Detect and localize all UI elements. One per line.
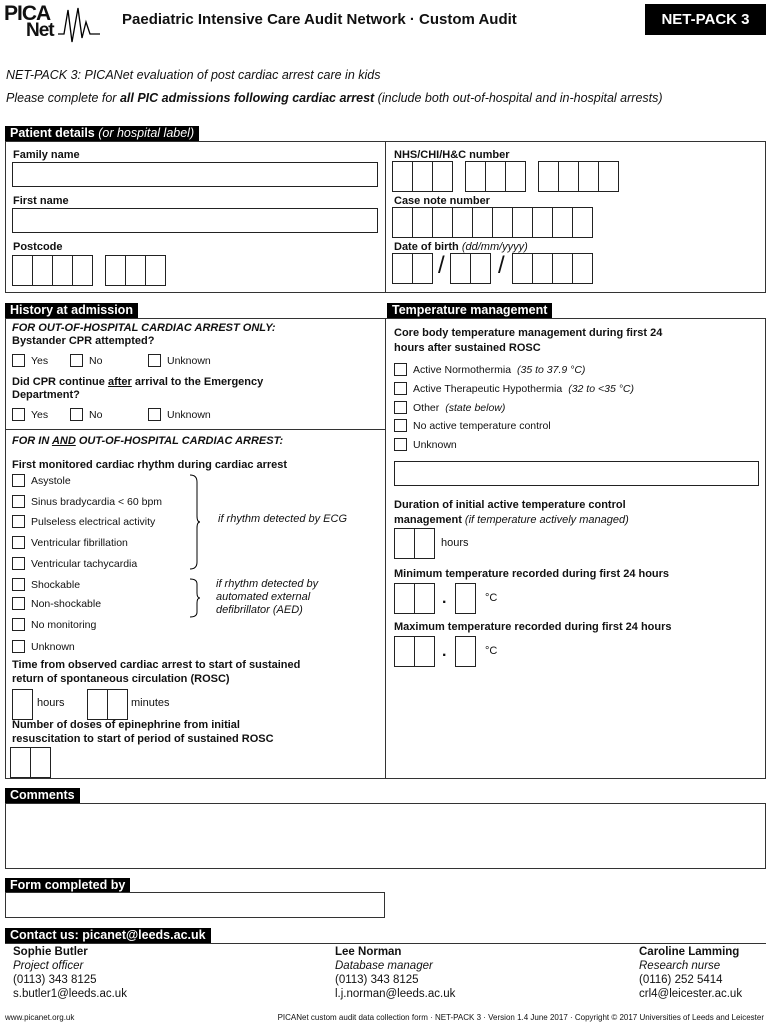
checkbox[interactable] xyxy=(12,640,25,653)
case-note-label: Case note number xyxy=(394,195,490,207)
core-temp-question: Core body temperature management during first 24 hours after sustained ROSC xyxy=(394,327,663,354)
contact-heading: Contact us: picanet@leeds.ac.uk xyxy=(5,928,211,943)
checkbox[interactable] xyxy=(12,474,25,487)
patient-details-heading: Patient details (or hospital label) xyxy=(5,126,199,141)
checkbox[interactable] xyxy=(12,557,25,570)
nhs-boxes-3[interactable] xyxy=(538,161,619,192)
rosc-minutes-unit: minutes xyxy=(131,697,170,709)
contact-phone: (0113) 343 8125 xyxy=(13,974,97,986)
contact-sophie-butler xyxy=(13,945,127,1001)
temp-option-unknown[interactable]: Unknown xyxy=(394,438,457,451)
temp-option-hypothermia[interactable]: Active Therapeutic Hypothermia (32 to <35 °C) xyxy=(394,382,634,395)
checkbox[interactable] xyxy=(12,354,25,367)
contact-lee-norman xyxy=(335,945,455,1001)
postcode-label: Postcode xyxy=(13,241,63,253)
aed-note: if rhythm detected by automated external defibrillator (AED) xyxy=(216,578,319,616)
out-of-hospital-heading: FOR OUT-OF-HOSPITAL CARDIAC ARREST ONLY: xyxy=(12,322,276,334)
postcode-boxes-2[interactable] xyxy=(105,255,166,286)
checkbox[interactable] xyxy=(148,408,161,421)
comments-heading: Comments xyxy=(5,788,80,803)
logo-text-pica: PICA xyxy=(4,2,51,25)
aed-brace xyxy=(189,578,201,618)
logo-text-net: Net xyxy=(26,20,54,41)
min-temp-int-boxes[interactable] xyxy=(394,583,435,614)
page-title: Paediatric Intensive Care Audit Network · Custom Audit xyxy=(122,11,517,28)
contact-divider xyxy=(5,943,766,944)
form-badge: NET-PACK 3 xyxy=(645,4,766,35)
intro-line-2: Please complete for all PIC admissions following cardiac arrest (include both out-of-hospital and in-hospital arrests) xyxy=(6,91,663,105)
duration-hours-boxes[interactable] xyxy=(394,528,435,559)
bystander-yes-option[interactable]: Yes xyxy=(12,354,48,367)
checkbox[interactable] xyxy=(394,419,407,432)
checkbox[interactable] xyxy=(148,354,161,367)
checkbox[interactable] xyxy=(394,363,407,376)
form-completed-heading: Form completed by xyxy=(5,878,130,893)
dob-day-boxes[interactable] xyxy=(392,253,433,284)
max-temp-int-boxes[interactable] xyxy=(394,636,435,667)
rosc-minutes-boxes[interactable] xyxy=(87,689,128,720)
max-temp-decimal: . xyxy=(442,643,447,660)
min-temp-unit: °C xyxy=(485,592,498,604)
dob-month-boxes[interactable] xyxy=(450,253,491,284)
checkbox[interactable] xyxy=(12,618,25,631)
nhs-boxes-1[interactable] xyxy=(392,161,453,192)
case-note-boxes[interactable] xyxy=(392,207,593,238)
rosc-hours-boxes[interactable] xyxy=(12,689,33,720)
family-name-label: Family name xyxy=(13,149,80,161)
max-temp-unit: °C xyxy=(485,645,498,657)
ecg-brace xyxy=(189,474,201,570)
rhythm-option-shockable[interactable]: Shockable xyxy=(12,578,80,591)
contact-name: Caroline Lamming xyxy=(639,946,740,958)
checkbox[interactable] xyxy=(12,536,25,549)
epinephrine-question: Number of doses of epinephrine from initial resuscitation to start of period of sustained ROSC xyxy=(12,719,274,745)
rhythm-option-vf[interactable]: Ventricular fibrillation xyxy=(12,536,128,549)
cpr-continue-no-option[interactable]: No xyxy=(70,408,102,421)
contact-email[interactable]: crl4@leicester.ac.uk xyxy=(639,988,743,1000)
checkbox[interactable] xyxy=(394,382,407,395)
dob-label: Date of birth (dd/mm/yyyy) xyxy=(394,241,528,253)
checkbox[interactable] xyxy=(12,408,25,421)
checkbox[interactable] xyxy=(12,597,25,610)
cpr-continue-question: Did CPR continue after arrival to the Emergency Department? xyxy=(12,376,264,401)
other-state-field[interactable] xyxy=(394,461,759,486)
in-and-out-heading: FOR IN AND OUT-OF-HOSPITAL CARDIAC ARREST: xyxy=(12,435,284,447)
temp-option-normothermia[interactable]: Active Normothermia (35 to 37.9 °C) xyxy=(394,363,585,376)
rhythm-question: First monitored cardiac rhythm during cardiac arrest xyxy=(12,459,288,471)
comments-field[interactable] xyxy=(5,803,766,869)
checkbox[interactable] xyxy=(394,401,407,414)
intro-line-1: NET-PACK 3: PICANet evaluation of post cardiac arrest care in kids xyxy=(6,68,381,82)
temp-option-other[interactable]: Other (state below) xyxy=(394,401,505,414)
min-temp-decimal: . xyxy=(442,590,447,607)
postcode-boxes-1[interactable] xyxy=(12,255,93,286)
rhythm-option-non-shockable[interactable]: Non-shockable xyxy=(12,597,101,610)
min-temp-dec-box[interactable] xyxy=(455,583,476,614)
duration-question: Duration of initial active temperature control management (if temperature actively managed) xyxy=(394,499,629,526)
contact-role: Database manager xyxy=(335,960,433,972)
cpr-continue-yes-option[interactable]: Yes xyxy=(12,408,48,421)
first-name-field[interactable] xyxy=(12,208,378,233)
min-temp-question: Minimum temperature recorded during first 24 hours xyxy=(394,568,670,580)
contact-email[interactable]: s.butler1@leeds.ac.uk xyxy=(13,988,127,1000)
first-name-label: First name xyxy=(13,195,69,207)
max-temp-question: Maximum temperature recorded during first 24 hours xyxy=(394,621,672,633)
checkbox[interactable] xyxy=(70,354,83,367)
picanet-logo xyxy=(4,2,100,46)
form-completed-field[interactable] xyxy=(5,892,385,918)
rhythm-option-unknown[interactable]: Unknown xyxy=(12,640,75,653)
rhythm-option-vt[interactable]: Ventricular tachycardia xyxy=(12,557,137,570)
contact-name: Lee Norman xyxy=(335,946,402,958)
dob-year-boxes[interactable] xyxy=(512,253,593,284)
contact-phone: (0116) 252 5414 xyxy=(639,974,723,986)
nhs-boxes-2[interactable] xyxy=(465,161,526,192)
bystander-cpr-question: Bystander CPR attempted? xyxy=(12,335,155,347)
temperature-heading: Temperature management xyxy=(387,303,552,318)
rosc-time-question: Time from observed cardiac arrest to start of sustained return of spontaneous circulation (ROSC) xyxy=(12,659,301,685)
rosc-hours-unit: hours xyxy=(37,697,65,709)
heartbeat-icon xyxy=(56,4,102,46)
max-temp-dec-box[interactable] xyxy=(455,636,476,667)
temp-option-no-control[interactable]: No active temperature control xyxy=(394,419,551,432)
bystander-no-option[interactable]: No xyxy=(70,354,102,367)
patient-divider xyxy=(385,141,386,293)
nhs-number-label: NHS/CHI/H&C number xyxy=(394,149,510,161)
rhythm-option-sinus-bradycardia[interactable]: Sinus bradycardia < 60 bpm xyxy=(12,495,162,508)
duration-hours-unit: hours xyxy=(441,537,469,549)
cpr-continue-unknown-option[interactable]: Unknown xyxy=(148,408,211,421)
checkbox[interactable] xyxy=(70,408,83,421)
checkbox[interactable] xyxy=(394,438,407,451)
contact-email[interactable]: l.j.norman@leeds.ac.uk xyxy=(335,988,456,1000)
contact-role: Project officer xyxy=(13,960,84,972)
footer-copyright: PICANet custom audit data collection form · NET-PACK 3 · Version 1.4 June 2017 · Copyright © 2017 Universities of Leeds and Leicester xyxy=(277,1013,764,1022)
contact-role: Research nurse xyxy=(639,960,721,972)
history-heading: History at admission xyxy=(5,303,138,318)
contact-phone: (0113) 343 8125 xyxy=(335,974,419,986)
family-name-field[interactable] xyxy=(12,162,378,187)
dob-separator-1: / xyxy=(438,252,445,279)
checkbox[interactable] xyxy=(12,495,25,508)
ecg-note: if rhythm detected by ECG xyxy=(218,513,347,525)
footer-url[interactable]: www.picanet.org.uk xyxy=(5,1013,75,1022)
bystander-unknown-option[interactable]: Unknown xyxy=(148,354,211,367)
checkbox[interactable] xyxy=(12,515,25,528)
checkbox[interactable] xyxy=(12,578,25,591)
contact-name: Sophie Butler xyxy=(13,946,88,958)
epinephrine-doses-boxes[interactable] xyxy=(10,747,51,778)
dob-separator-2: / xyxy=(498,252,505,279)
rhythm-option-no-monitoring[interactable]: No monitoring xyxy=(12,618,96,631)
rhythm-option-pea[interactable]: Pulseless electrical activity xyxy=(12,515,155,528)
history-divider xyxy=(5,429,386,430)
contact-caroline-lamming xyxy=(639,945,742,1001)
rhythm-option-asystole[interactable]: Asystole xyxy=(12,474,71,487)
